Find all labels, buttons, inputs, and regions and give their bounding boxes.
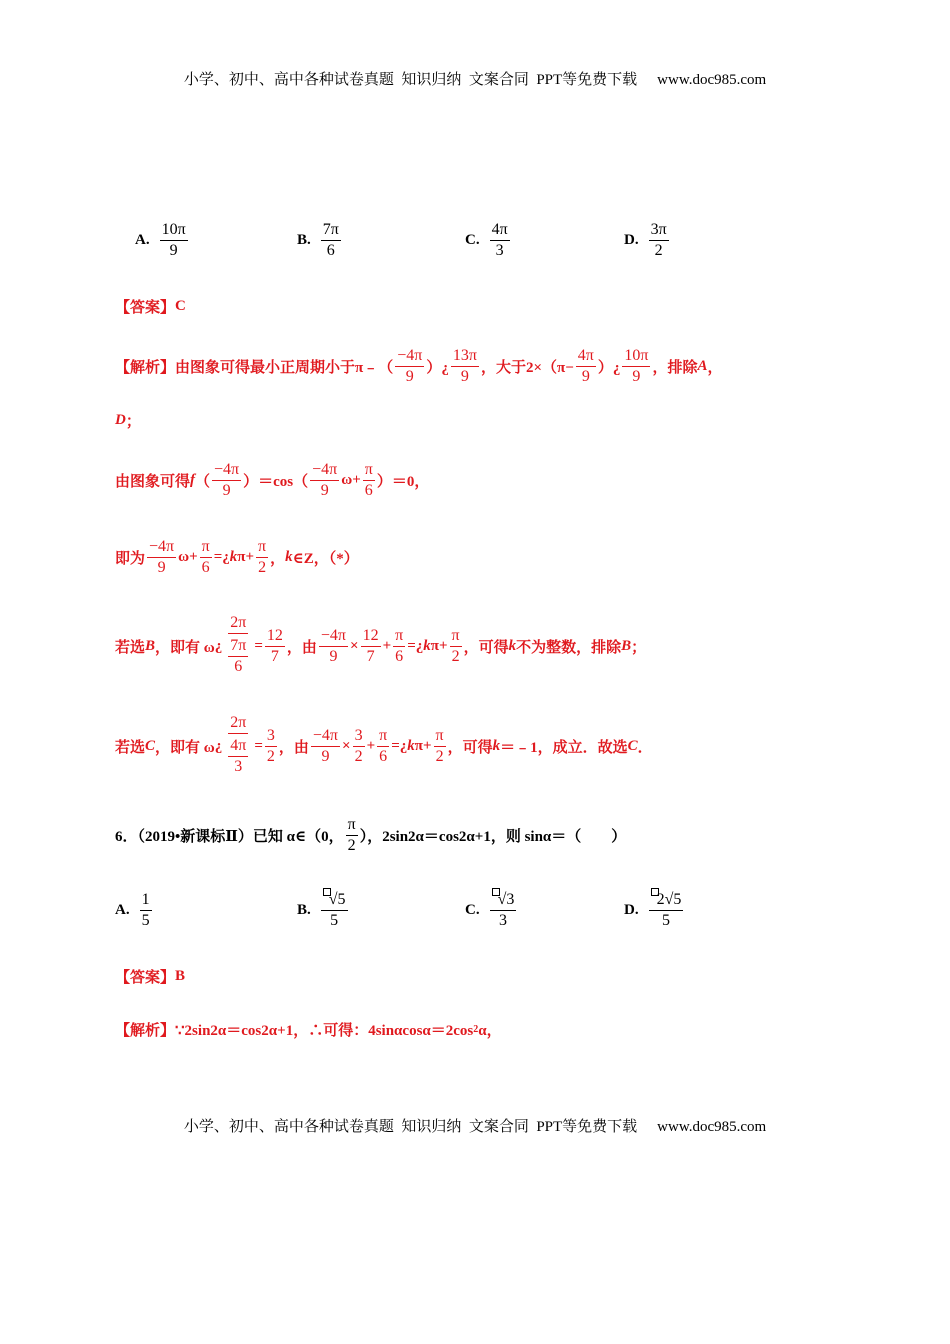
q6-option-d: D. $\frac{2√5}{5}$ — [624, 890, 685, 931]
q6-option-b: B. $\frac{√5}{5}$ — [297, 890, 350, 931]
q5-option-b — [297, 220, 343, 261]
q5-option-a — [135, 220, 190, 261]
fraction: $\frac{4\pi}{3}$ — [491, 221, 508, 259]
page-footer — [0, 1115, 950, 1136]
q5-option-d — [624, 220, 671, 261]
q6-option-c: C. $\frac{√3}{3}$ — [465, 890, 518, 931]
option-label: D. — [624, 232, 639, 248]
fraction: $\frac{7\pi}{6}$ — [322, 221, 339, 259]
placeholder-box — [492, 888, 500, 896]
q6-analysis: 【解析】 ∵2sin2α＝cos2α+1，∴可得：4sinαcosα＝2cos 2 α， — [115, 1023, 502, 1039]
footer-text: 小学、初中、高中各种试卷真题 知识归纳 文案合同 PPT等免费下载 — [183, 1119, 638, 1135]
option-label: A. — [135, 232, 150, 248]
q5-analysis-line6: 若选 C ，即有 ω ¿ $\frac{2\pi}{\frac{4\pi}{3}}$ = $\frac{3}{2}$ ，由 $\frac{-4\pi}{9}$ × $\frac{3}{2}$ + $\frac{\pi}{6}$ =¿ k π+ $\frac{\pi}{2}$ ，可得 k ＝﹣1，成立．故选 C ． — [115, 714, 653, 775]
q5-answer: 【答案】 C — [115, 298, 186, 316]
q5-analysis-line5: 若选 B ，即有 ω ¿ $\frac{2\pi}{\frac{7\pi}{6}}$ = $\frac{12}{7}$ ，由 $\frac{-4\pi}{9}$ × $\frac{12}{7}$ + $\frac{\pi}{6}$ =¿ k π+ $\frac{\pi}{2}$ ，可得 k 不为整数，排除 B ； — [115, 614, 647, 675]
placeholder-box — [323, 888, 331, 896]
option-label: C. — [465, 232, 480, 248]
q6-answer: 【答案】 B — [115, 968, 186, 986]
placeholder-box — [651, 888, 659, 896]
page-header — [0, 68, 950, 89]
fraction: $\frac{3\pi}{2}$ — [650, 221, 667, 259]
header-text: 小学、初中、高中各种试卷真题 知识归纳 文案合同 PPT等免费下载 — [183, 72, 638, 88]
option-label: B. — [297, 232, 311, 248]
fraction: $\frac{10\pi}{9}$ — [161, 221, 186, 259]
q5-option-c — [465, 220, 512, 261]
q5-analysis-line4: 即为 $\frac{-4\pi}{9}$ ω+ $\frac{\pi}{6}$ =¿ k π+ $\frac{\pi}{2}$ ， k ∈Z，（*） — [115, 538, 359, 576]
q5-analysis-line3: 由图象可得 f （ $\frac{-4\pi}{9}$ ）＝cos（ $\frac{-4\pi}{9}$ ω+ $\frac{\pi}{6}$ ）＝0， — [115, 461, 430, 499]
header-url: www.doc985.com — [657, 72, 767, 88]
q6-option-a: A. $\frac{1}{5}$ — [115, 891, 150, 929]
q6-stem: 6．（2019•新课标Ⅱ）已知 α∈（0， $\frac{\pi}{2}$ ），2sin2α＝cos2α+1，则 sinα＝（ ） — [115, 816, 627, 854]
q5-analysis-line2: D ； — [115, 412, 141, 430]
q5-analysis-line1: 【解析】 由图象可得最小正周期小于π﹣（ $\frac{-4\pi}{9}$ ）¿ $\frac{13\pi}{9}$ ，大于2×（π− $\frac{4\pi}{9}$ ）¿ $\frac{10\pi}{9}$ ，排除 A ， — [115, 347, 723, 385]
footer-url: www.doc985.com — [657, 1119, 767, 1135]
